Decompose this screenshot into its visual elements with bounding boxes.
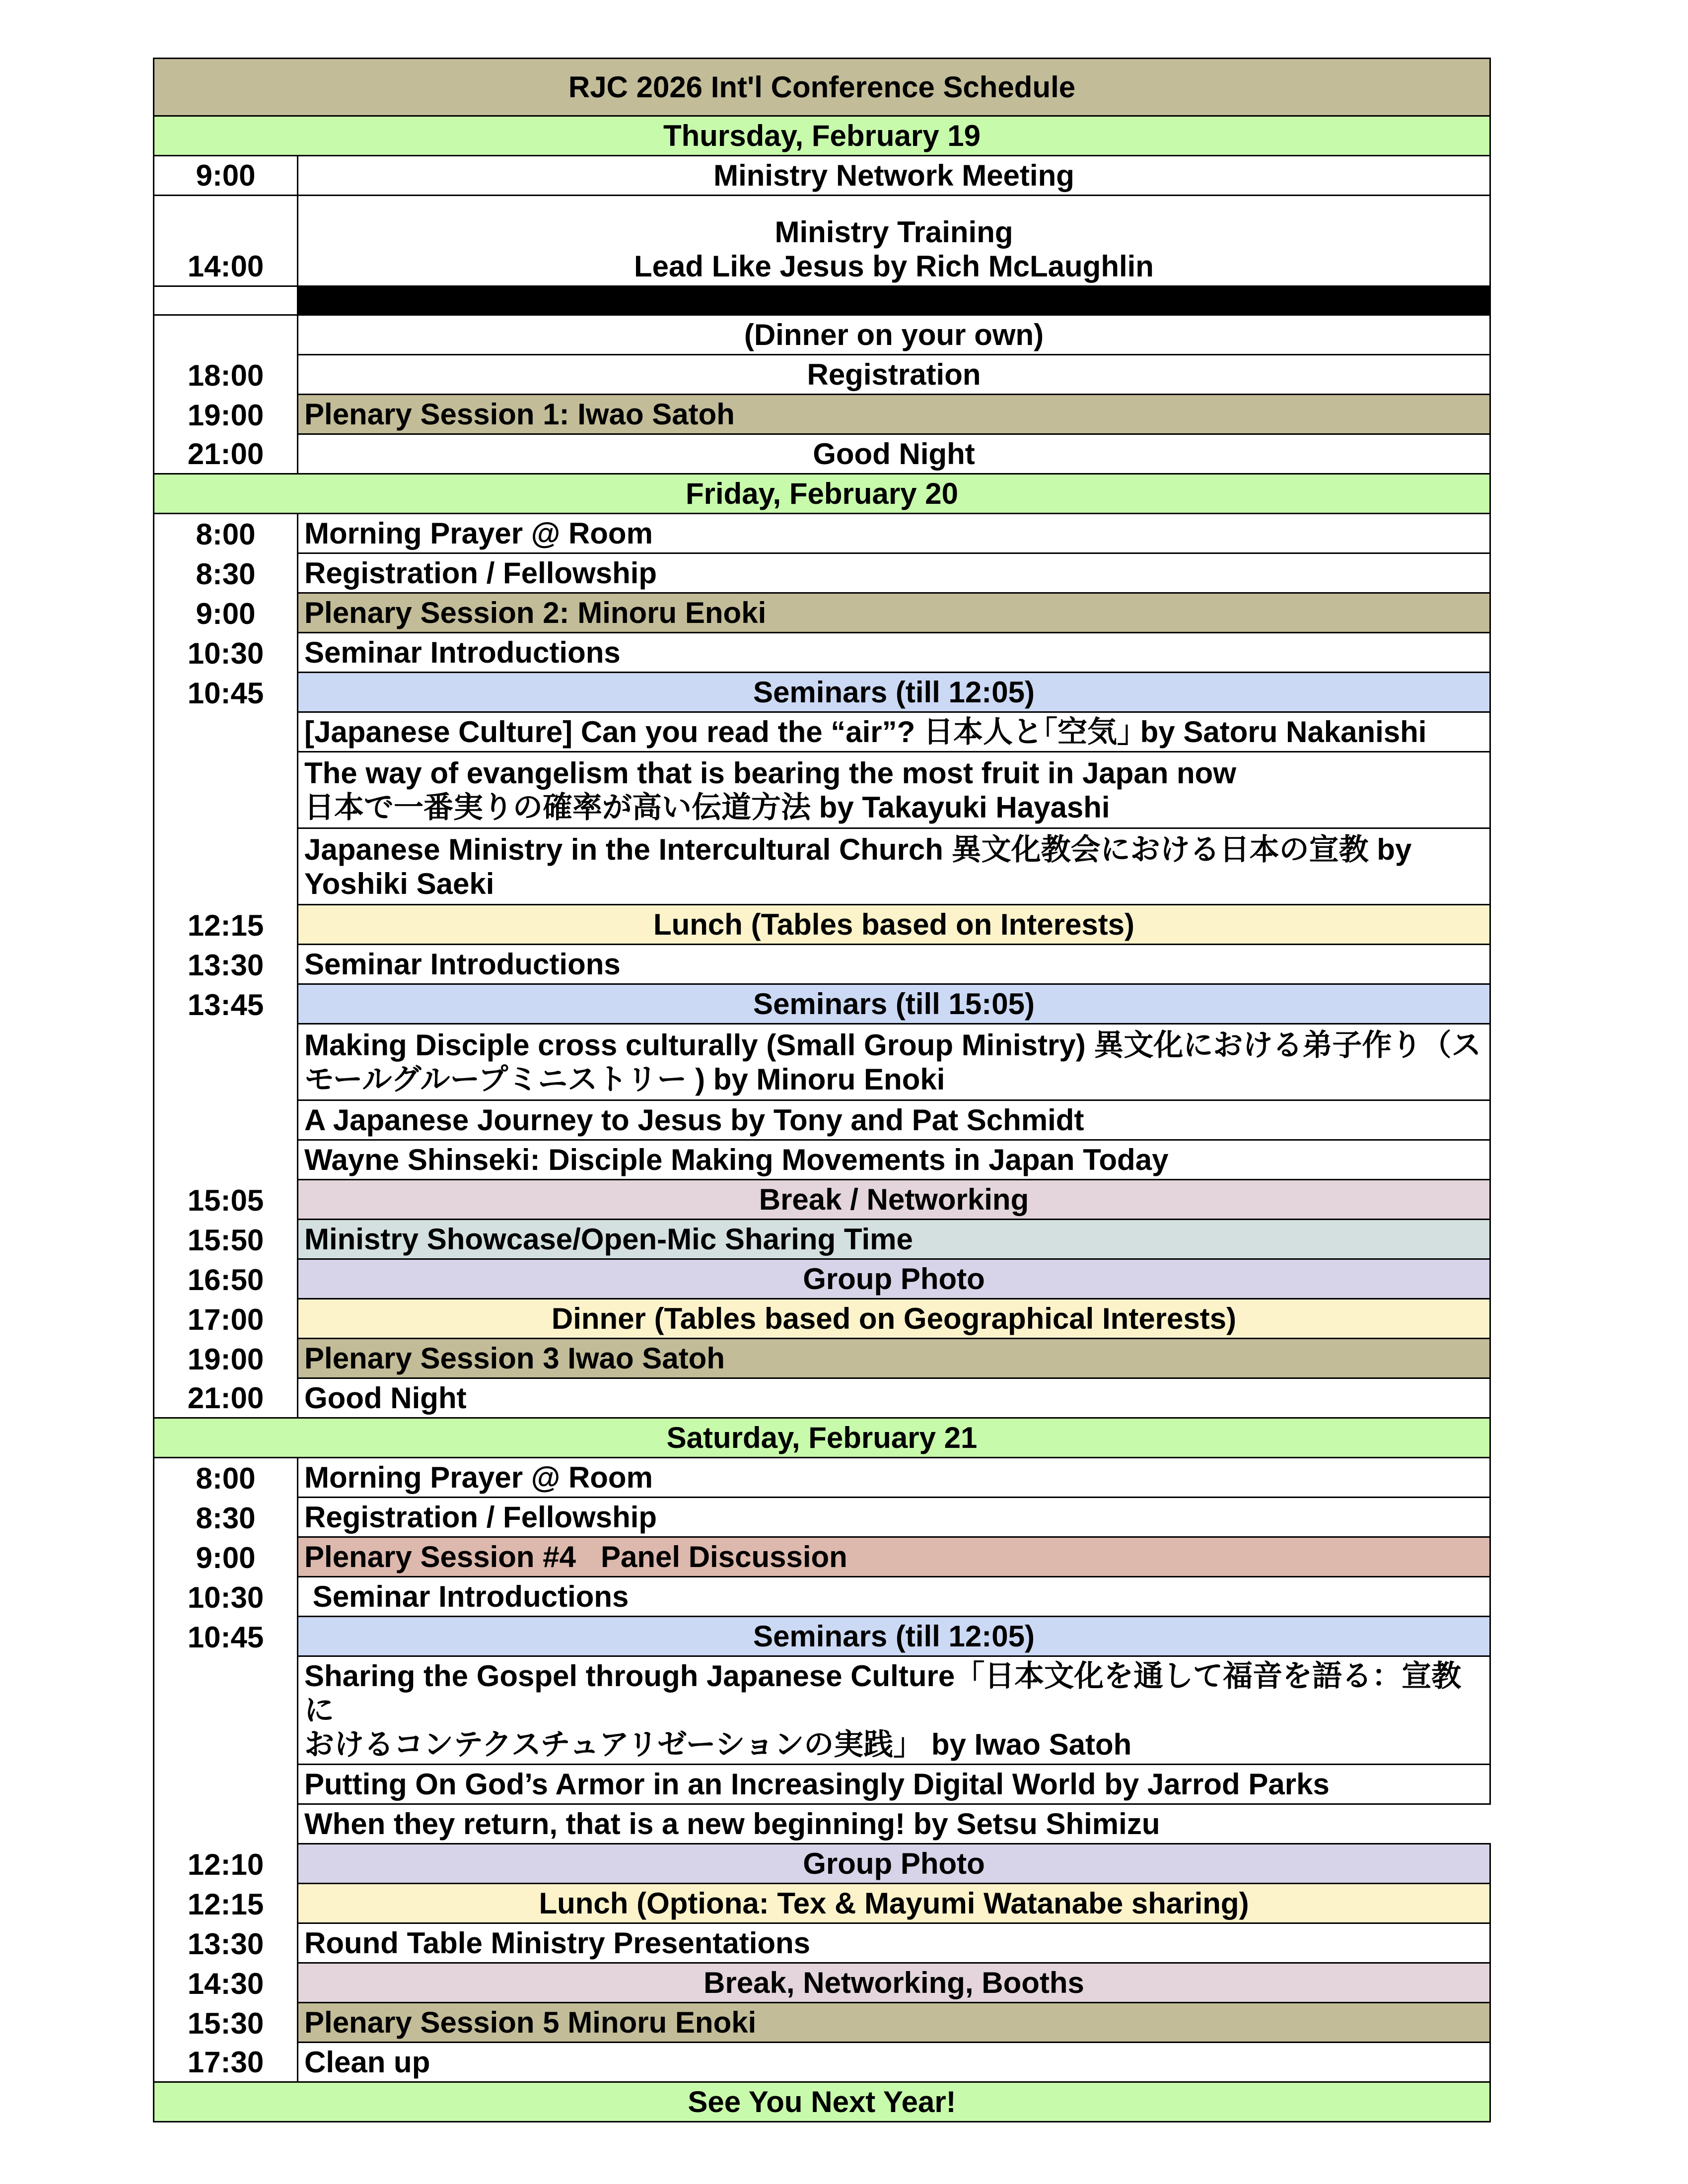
event-cell: Good Night <box>298 434 1490 474</box>
event-cell: [Japanese Culture] Can you read the “air”? 日本人と｢空気｣ by Satoru Nakanishi <box>298 712 1490 752</box>
schedule-row <box>154 1024 1490 1100</box>
schedule-row <box>154 1100 1490 1140</box>
time-cell <box>154 1765 298 1804</box>
schedule-row <box>154 1180 1490 1220</box>
time-cell: 17:30 <box>154 2043 298 2082</box>
time-cell: 8:30 <box>154 553 298 593</box>
time-cell: 8:30 <box>154 1498 298 1537</box>
event-line: The way of evangelism that is bearing the most fruit in Japan now <box>304 756 1236 790</box>
time-cell: 19:00 <box>154 1339 298 1378</box>
schedule-row <box>154 1963 1490 2003</box>
schedule-row <box>154 355 1490 395</box>
schedule-row <box>154 1884 1490 1923</box>
schedule-row <box>154 633 1490 673</box>
event-cell <box>298 828 1490 905</box>
schedule-row <box>154 1299 1490 1339</box>
event-line: モールグループミニストリー ) by Minoru Enoki <box>304 1062 945 1096</box>
time-cell <box>154 1100 298 1140</box>
event-cell: Break, Networking, Booths <box>298 1963 1490 2003</box>
time-cell <box>154 1024 298 1100</box>
time-cell <box>154 1140 298 1180</box>
time-cell: 21:00 <box>154 1378 298 1418</box>
time-cell: 8:00 <box>154 1458 298 1498</box>
time-cell <box>154 712 298 752</box>
day-header-friday: Friday, February 20 <box>154 474 1490 514</box>
event-cell: Morning Prayer @ Room <box>298 1458 1490 1498</box>
time-cell: 14:30 <box>154 1963 298 2003</box>
time-cell: 13:30 <box>154 945 298 984</box>
event-cell: Round Table Ministry Presentations <box>298 1923 1490 1963</box>
event-cell: Wayne Shinseki: Disciple Making Movements in Japan Today <box>298 1140 1490 1180</box>
event-cell: Group Photo <box>298 1259 1490 1299</box>
schedule-row <box>154 156 1490 196</box>
day-header-row <box>154 116 1490 156</box>
day-header-thursday: Thursday, February 19 <box>154 116 1490 156</box>
schedule-row <box>154 2003 1490 2043</box>
event-cell: Registration / Fellowship <box>298 553 1490 593</box>
time-cell <box>154 1804 298 1844</box>
event-line: Japanese Ministry in the Intercultural Church 異文化教会における日本の宣教 by <box>304 832 1412 866</box>
time-cell: 18:00 <box>154 355 298 395</box>
event-cell: Dinner (Tables based on Geographical Interests) <box>298 1299 1490 1339</box>
schedule-row <box>154 2043 1490 2082</box>
schedule-row <box>154 984 1490 1024</box>
time-cell: 21:00 <box>154 434 298 474</box>
time-cell: 9:00 <box>154 593 298 633</box>
time-cell: 10:30 <box>154 1577 298 1617</box>
time-cell: 10:45 <box>154 1617 298 1656</box>
time-cell: 15:50 <box>154 1220 298 1259</box>
time-cell <box>154 315 298 355</box>
schedule-row <box>154 712 1490 752</box>
event-line: おけるコンテクスチュアリゼーションの実践」 by Iwao Satoh <box>304 1728 1132 1761</box>
time-cell: 12:10 <box>154 1844 298 1884</box>
time-cell <box>154 752 298 828</box>
event-cell: Registration <box>298 355 1490 395</box>
schedule-row <box>154 1378 1490 1418</box>
time-cell: 15:05 <box>154 1180 298 1220</box>
time-cell <box>154 828 298 905</box>
event-cell: Seminars (till 12:05) <box>298 673 1490 712</box>
schedule-row <box>154 1844 1490 1884</box>
schedule-row <box>154 945 1490 984</box>
schedule-row <box>154 1140 1490 1180</box>
schedule-row <box>154 1765 1490 1804</box>
schedule-title-row <box>154 59 1490 116</box>
day-header-saturday: Saturday, February 21 <box>154 1418 1490 1458</box>
schedule-row <box>154 752 1490 828</box>
time-cell: 13:30 <box>154 1923 298 1963</box>
event-cell: Clean up <box>298 2043 1490 2082</box>
schedule-row <box>154 673 1490 712</box>
event-cell: Ministry Showcase/Open-Mic Sharing Time <box>298 1220 1490 1259</box>
divider-bar <box>298 286 1490 315</box>
time-cell <box>154 1656 298 1765</box>
event-cell: Plenary Session 2: Minoru Enoki <box>298 593 1490 633</box>
event-line: Ministry Training <box>774 215 1013 249</box>
event-line: Yoshiki Saeki <box>304 867 494 900</box>
event-cell <box>298 1656 1490 1765</box>
schedule-row <box>154 1498 1490 1537</box>
event-line: Sharing the Gospel through Japanese Culture「日本文化を通して福音を語る：宣教に <box>304 1659 1462 1727</box>
event-cell: Break / Networking <box>298 1180 1490 1220</box>
schedule-row <box>154 434 1490 474</box>
schedule-row <box>154 196 1490 286</box>
divider-spacer <box>154 286 298 315</box>
event-cell: Registration / Fellowship <box>298 1498 1490 1537</box>
event-cell: Seminars (till 12:05) <box>298 1617 1490 1656</box>
schedule-row <box>154 1656 1490 1765</box>
event-cell: Plenary Session 1: Iwao Satoh <box>298 395 1490 434</box>
event-cell: Ministry Network Meeting <box>298 156 1490 196</box>
schedule-row <box>154 1804 1490 1844</box>
time-cell: 13:45 <box>154 984 298 1024</box>
schedule-row <box>154 395 1490 434</box>
event-cell: When they return, that is a new beginning! by Setsu Shimizu <box>298 1804 1490 1844</box>
event-cell: Lunch (Tables based on Interests) <box>298 905 1490 945</box>
schedule-row <box>154 553 1490 593</box>
event-cell <box>298 1024 1490 1100</box>
closing-message: See You Next Year! <box>154 2082 1490 2122</box>
schedule-row <box>154 1339 1490 1378</box>
event-cell: Seminars (till 15:05) <box>298 984 1490 1024</box>
schedule-row <box>154 905 1490 945</box>
time-cell: 16:50 <box>154 1259 298 1299</box>
time-cell: 10:30 <box>154 633 298 673</box>
day-header-row <box>154 1418 1490 1458</box>
event-line: Making Disciple cross culturally (Small Group Ministry) 異文化における弟子作り（ス <box>304 1028 1481 1062</box>
time-cell: 17:00 <box>154 1299 298 1339</box>
schedule-title: RJC 2026 Int'l Conference Schedule <box>154 59 1490 116</box>
event-cell: Plenary Session #4 Panel Discussion <box>298 1537 1490 1577</box>
schedule-row <box>154 1220 1490 1259</box>
time-cell: 9:00 <box>154 156 298 196</box>
time-cell: 8:00 <box>154 514 298 553</box>
event-cell: Plenary Session 5 Minoru Enoki <box>298 2003 1490 2043</box>
event-cell: Seminar Introductions <box>298 945 1490 984</box>
time-cell: 12:15 <box>154 905 298 945</box>
event-cell <box>298 196 1490 286</box>
closing-row <box>154 2082 1490 2122</box>
schedule-row <box>154 1923 1490 1963</box>
event-cell: Lunch (Optiona: Tex & Mayumi Watanabe sharing) <box>298 1884 1490 1923</box>
event-line: Lead Like Jesus by Rich McLaughlin <box>634 250 1154 283</box>
event-cell: Morning Prayer @ Room <box>298 514 1490 553</box>
event-cell <box>298 752 1490 828</box>
event-cell: (Dinner on your own) <box>298 315 1490 355</box>
schedule-row <box>154 828 1490 905</box>
divider-row <box>154 286 1490 315</box>
event-cell: A Japanese Journey to Jesus by Tony and Pat Schmidt <box>298 1100 1490 1140</box>
schedule-row <box>154 1458 1490 1498</box>
event-cell: Seminar Introductions <box>298 633 1490 673</box>
event-cell: Seminar Introductions <box>298 1577 1490 1617</box>
event-cell: Putting On God’s Armor in an Increasingly Digital World by Jarrod Parks <box>298 1765 1490 1804</box>
time-cell: 19:00 <box>154 395 298 434</box>
event-line: 日本で一番実りの確率が高い伝道方法 by Takayuki Hayashi <box>304 790 1110 824</box>
schedule-row <box>154 1259 1490 1299</box>
event-cell: Group Photo <box>298 1844 1490 1884</box>
time-cell: 15:30 <box>154 2003 298 2043</box>
schedule-row <box>154 514 1490 553</box>
schedule-row <box>154 593 1490 633</box>
conference-schedule-table <box>153 58 1491 2122</box>
event-cell: Good Night <box>298 1378 1490 1418</box>
time-cell: 12:15 <box>154 1884 298 1923</box>
day-header-row <box>154 474 1490 514</box>
time-cell: 10:45 <box>154 673 298 712</box>
time-cell: 9:00 <box>154 1537 298 1577</box>
schedule-row <box>154 1577 1490 1617</box>
schedule-row <box>154 1537 1490 1577</box>
event-cell: Plenary Session 3 Iwao Satoh <box>298 1339 1490 1378</box>
schedule-row <box>154 1617 1490 1656</box>
schedule-row <box>154 315 1490 355</box>
time-cell: 14:00 <box>154 196 298 286</box>
